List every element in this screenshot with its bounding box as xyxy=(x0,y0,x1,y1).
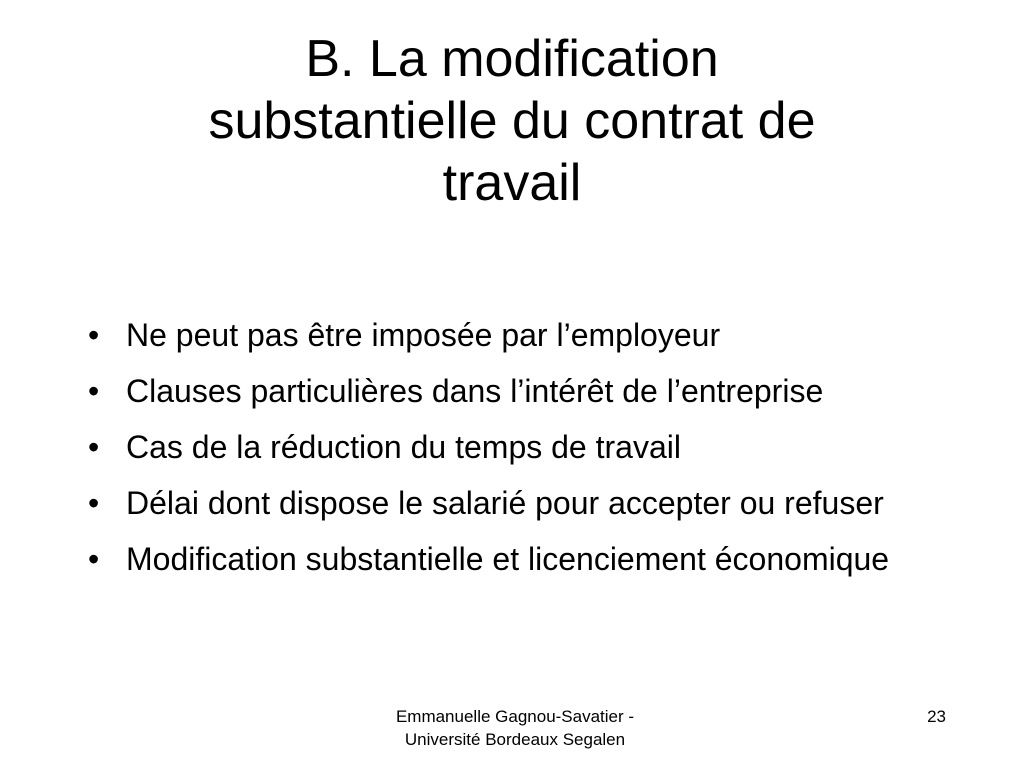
footer-author-line-1: Emmanuelle Gagnou-Savatier - xyxy=(395,707,635,726)
slide-number: 23 xyxy=(927,707,946,726)
bullet-dot-icon: • xyxy=(88,317,100,353)
bullet-text: Cas de la réduction du temps de travail xyxy=(126,429,681,465)
footer-author-line-2: Université Bordeaux Segalen xyxy=(404,730,626,749)
slide-title-line-3: travail xyxy=(442,154,582,212)
slide-title-line-2: substantielle du contrat de xyxy=(208,92,816,150)
footer-author xyxy=(360,705,670,751)
bullet-item xyxy=(78,312,958,358)
bullet-text: Délai dont dispose le salarié pour accepter ou refuser xyxy=(126,485,884,521)
bullet-dot-icon: • xyxy=(88,373,100,409)
bullet-dot-icon: • xyxy=(88,541,100,577)
bullet-item xyxy=(78,536,958,582)
slide-title-line-1: B. La modification xyxy=(305,30,719,88)
bullet-item xyxy=(78,368,958,414)
bullet-item xyxy=(78,480,958,526)
bullet-text: Clauses particulières dans l’intérêt de l’entreprise xyxy=(126,373,824,409)
bullet-text: Ne peut pas être imposée par l’employeur xyxy=(126,317,721,353)
bullet-dot-icon: • xyxy=(88,429,100,465)
slide-title xyxy=(80,28,944,214)
bullet-dot-icon: • xyxy=(88,485,100,521)
bullet-text: Modification substantielle et licenciement économique xyxy=(126,541,890,577)
bullet-item xyxy=(78,424,958,470)
bullet-list xyxy=(78,312,958,592)
